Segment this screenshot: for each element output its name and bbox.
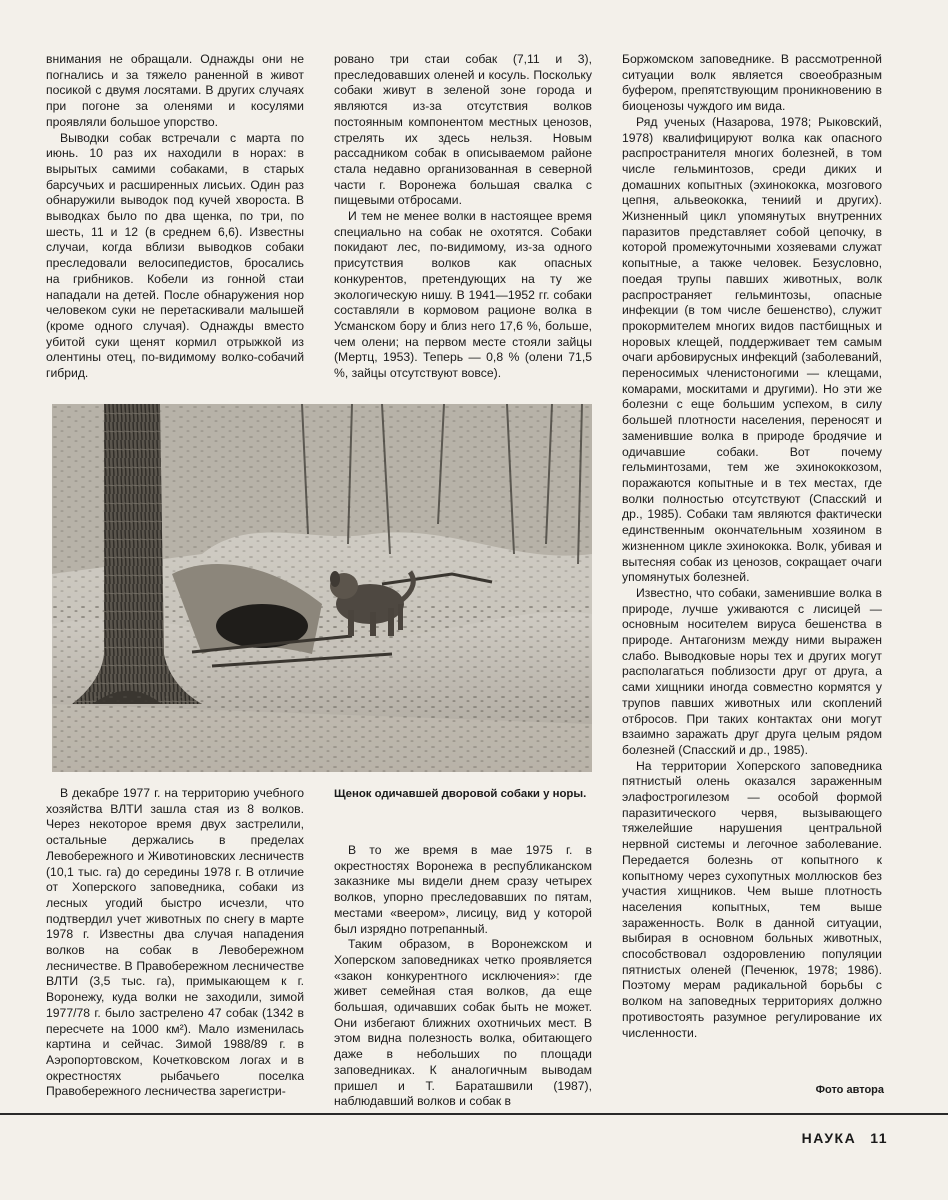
paragraph: Таким образом, в Воронежском и Хоперском заповедниках четко проявляется «закон конкурентного исключения»: где живет семейная стая волков, да еще большая, одичавших собак быть не может. Они избегают ближних охотничьих мест. В этом видна полезность волка, обитающего даже в небольших по площади заповедниках. К аналогичным выводам пришел и Т. Бараташвили (1987), наблюдавший волков и собак в <box>334 937 592 1109</box>
paragraph: внимания не обращали. Однажды они не погнались и за тяжело раненной в живот посикой с двумя лосятами. В других случаях при погоне за оленями и косулями проявляли большое упорство. <box>46 52 304 129</box>
column-2-bottom <box>334 843 592 1110</box>
column-2-top <box>334 52 592 382</box>
footer-divider <box>0 1113 948 1115</box>
paragraph: В то же время в мае 1975 г. в окрестностях Воронежа в республиканском заказнике мы видели днем сразу четырех волков, упорно преследовавших по пятам, местами «веером», лисицу, вид у которой был изрядно потрепанный. <box>334 843 592 936</box>
section-name: НАУКА <box>801 1130 857 1146</box>
paragraph: Выводки собак встречали с марта по июнь. 10 раз их находили в норах: в вырытых самими собаками, в старых барсучьих и расширенных лисьих. Один раз обнаружили выводок под кучей хвороста. В выводках было по два щенка, по три, по шесть, 11 и 12 (в среднем 6,6). Известны случаи, когда вблизи выводков собаки преследовали велосипедистов, бросались на грибников. Кобели из гонной стаи нападали на детей. После обнаружения нор человеком суки не перетаскивали малышей (кроме одного случая). Однажды вместо убитой суки щенят кормил отрыжкой из олентины отец, по-видимому волко-собачий гибрид. <box>46 130 304 381</box>
page-number: 11 <box>870 1130 888 1146</box>
column-1-top <box>46 52 304 382</box>
paragraph: Известно, что собаки, заменившие волка в природе, лучше уживаются с лисицей — основным носителем вируса бешенства в природе. Антагонизм между ними выражен слабо. Выводковые норы тех и других могут располагаться поблизости друг от друга, а сами хищники иногда совместно кормятся у трупов павших животных или скоплений отбросов. При таких контактах они могут взаимно заражать друг друга целым рядом болезней (Спасский и др., 1985). <box>622 585 882 757</box>
photo-puppy-at-burrow <box>52 404 592 772</box>
paragraph: Ряд ученых (Назарова, 1978; Рыковский, 1978) квалифицируют волка как опасного распространителя многих болезней, в том числе гельминтозов, среди диких и домашних копытных (эхинококка, мозгового цепня, альвеококка, тениий и других). Жизненный цикл упомянутых внутренних паразитов представляет собой цепочку, в которой промежуточными хозяевами служат копытные, а также человек. Безусловно, поедая трупы павших животных, волк распространяет гельминтозы, опасные инфекции (в том числе бешенство), служит прокормителем многих видов пастбищных и норовых клещей, поддерживает тем самым очаги арбовирусных инфекций (заболеваний, переносимых членистоногими — клещами, комарами, москитами и другими). Но эти же болезни с еще большим успехом, в силу большей плотности населения, переносят и заменившие волка в природе бродячие и одичавшие собаки. Вот почему гельминтозами, тем же эхинококкозом, поражаются копытные и в тех местах, где волки полностью отсутствуют (Спасский и др., 1985). Собаки там являются фактически единственным окончательным хозяином в жизненном цикле эхинококка. Волк, убивая и вытесняя собак из ценозов, сокращает очаги упомянутых болезней. <box>622 114 882 585</box>
paragraph: И тем не менее волки в настоящее время специально на собак не охотятся. Собаки покидают лес, по-видимому, из-за одного присутствия волков как опасных конкурентов, претендующих на ту же экологическую нишу. В 1941—1952 гг. собаки составляли в кормовом рационе волка в Усманском бору и близ него 17,6 %, больше, чем олени; на первом месте стояли зайцы (Мертц, 1953). Теперь — 0,8 % (олени 71,5 %, зайцы отсутствуют вовсе). <box>334 209 592 381</box>
paragraph: Боржомском заповеднике. В рассмотренной ситуации волк является своеобразным буфером, препятствующим проникновению в биоценозы чуждого им вида. <box>622 52 882 114</box>
paragraph: На территории Хоперского заповедника пятнистый олень оказался зараженным элафострогилезом — особой формой паразитического червя, вызывающего тяжелейшие нарушения центральной нервной системы и легочное заболевание. Передается болезнь от копытного к копытному через сухопутных моллюсков без участия хищников. Чем выше плотность населения копытных, тем выше зараженность. Волк в данной ситуации, выбирая в основном больных животных, способствовал оздоровлению популяции пятнистых оленей (Печенюк, 1978; 1986). Поэтому мерам радикальной борьбы с волком на заповедных территориях должно противостоять разумное регулирование их численности. <box>622 758 882 1040</box>
paragraph: В декабре 1977 г. на территорию учебного хозяйства ВЛТИ зашла стая из 8 волков. Через некоторое время двух застрелили, остальные держались в пределах Левобережного и Животиновских лесничеств (10,1 тыс. га) до середины 1978 г. В отличие от Хоперского заповедника, собаки из лесных угодий быстро исчезли, что подтвердил учет животных по снегу в марте 1978 г. Известны два случая нападения волков на собак в Левобережном лесничестве. В Правобережном лесничестве ВЛТИ (3,5 тыс. га), примыкающем к г. Воронежу, куда волки не заходили, зимой 1977/78 г. было застрелено 47 собак (1342 в пересчете на 1000 км²). Мало изменилась картина и сейчас. Зимой 1988/89 г. в Аэропортовском, Кочетковском логах и в окрестностях рыбачьего поселка Правобережного лесничества зарегистри- <box>46 786 304 1099</box>
paragraph: ровано три стаи собак (7,11 и 3), преследовавших оленей и косуль. Поскольку собаки живут в зеленой зоне города и являются из-за отсутствия волков постоянным компонентом местных ценозов, стрелять их здесь нельзя. Новым рассадником собак в описываемом районе стала недавно организованная в северной части г. Воронежа большая свалка с пищевыми отбросами. <box>334 52 592 208</box>
photo-illustration <box>52 404 592 772</box>
photo-credit: Фото автора <box>815 1084 884 1096</box>
photo-caption: Щенок одичавшей дворовой собаки у норы. <box>334 788 587 800</box>
column-1-bottom <box>46 786 304 1100</box>
page-footer <box>802 1130 888 1146</box>
column-3 <box>622 52 882 1041</box>
